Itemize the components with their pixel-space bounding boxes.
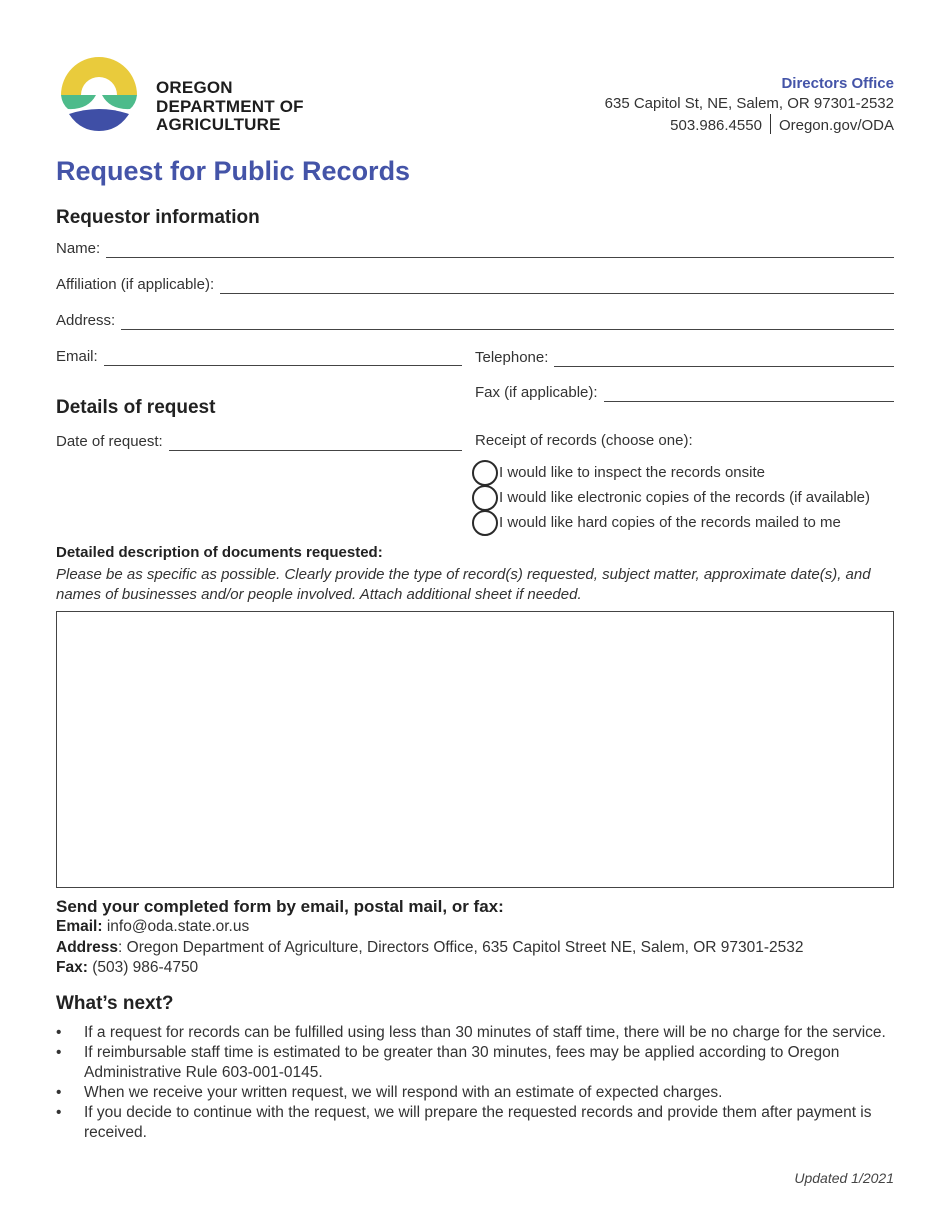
- affiliation-label: Affiliation (if applicable):: [56, 276, 215, 293]
- send-heading: Send your completed form by email, postal mail, or fax:: [56, 897, 504, 916]
- receipt-option-electronic-label: I would like electronic copies of the records (if available): [499, 489, 871, 506]
- office-website[interactable]: Oregon.gov/ODA: [778, 117, 894, 134]
- send-details: [56, 917, 804, 979]
- description-instructions: Please be as specific as possible. Clearly provide the type of record(s) requested, subject matter, approximate date(s), and names of businesses and/or people involved. Attach additional sheet if needed.: [56, 566, 871, 603]
- affiliation-field[interactable]: [220, 282, 894, 294]
- list-item: • When we receive your written request, we will respond with an estimate of expected charges.: [56, 1083, 896, 1103]
- org-name: [156, 79, 304, 135]
- send-fax-label: Fax:: [56, 959, 88, 976]
- page-title: Request for Public Records: [56, 156, 411, 186]
- radio-electronic[interactable]: [472, 485, 498, 511]
- date-row: [56, 433, 462, 451]
- list-item: • If a request for records can be fulfilled using less than 30 minutes of staff time, there will be no charge for the service.: [56, 1023, 896, 1043]
- send-address-value: : Oregon Department of Agriculture, Directors Office, 635 Capitol Street NE, Salem, OR 97301-2532: [118, 938, 804, 956]
- email-row: [56, 348, 462, 366]
- date-field[interactable]: [169, 439, 462, 451]
- email-field[interactable]: [104, 354, 462, 366]
- contact-divider: [770, 114, 771, 134]
- org-name-line2: DEPARTMENT OF: [156, 96, 304, 116]
- receipt-option-electronic[interactable]: [472, 485, 870, 510]
- receipt-label: Receipt of records (choose one):: [475, 432, 693, 449]
- radio-onsite[interactable]: [472, 460, 498, 486]
- office-name: Directors Office: [781, 75, 894, 92]
- send-email-label: Email:: [56, 918, 103, 935]
- receipt-option-hardcopy-label: I would like hard copies of the records mailed to me: [499, 514, 841, 531]
- description-heading: Detailed description of documents requested:: [56, 544, 383, 561]
- address-field[interactable]: [121, 318, 894, 330]
- next-list: [56, 1023, 896, 1143]
- receipt-option-onsite-label: I would like to inspect the records onsite: [499, 464, 765, 481]
- address-label: Address:: [56, 312, 116, 329]
- fax-field[interactable]: [604, 390, 894, 402]
- name-label: Name:: [56, 240, 101, 257]
- receipt-options: [472, 460, 870, 535]
- name-row: [56, 240, 894, 258]
- org-name-line1: OREGON: [156, 78, 233, 97]
- fax-label: Fax (if applicable):: [475, 384, 598, 401]
- office-address: 635 Capitol St, NE, Salem, OR 97301-2532: [604, 95, 894, 112]
- telephone-row: [475, 349, 894, 367]
- send-email-value[interactable]: info@oda.state.or.us: [106, 918, 250, 935]
- date-label: Date of request:: [56, 433, 163, 450]
- description-textarea[interactable]: [56, 611, 894, 888]
- receipt-option-hardcopy[interactable]: [472, 510, 870, 535]
- next-heading: What’s next?: [56, 993, 174, 1014]
- send-fax-value: (503) 986-4750: [92, 959, 199, 976]
- telephone-label: Telephone:: [475, 349, 549, 366]
- updated-date: Updated 1/2021: [794, 1170, 894, 1186]
- radio-hardcopy[interactable]: [472, 510, 498, 536]
- send-address-label: Address: [56, 938, 119, 956]
- address-row: [56, 312, 894, 330]
- oda-logo-icon: [58, 54, 140, 132]
- fax-row: [475, 384, 894, 402]
- list-item: • If reimbursable staff time is estimated to be greater than 30 minutes, fees may be applied according to Oregon Administrative Rule 603-001-0145.: [56, 1043, 896, 1083]
- receipt-option-onsite[interactable]: [472, 460, 870, 485]
- telephone-field[interactable]: [554, 355, 894, 367]
- requestor-heading: Requestor information: [56, 207, 260, 228]
- affiliation-row: [56, 276, 894, 294]
- details-heading: Details of request: [56, 397, 216, 418]
- list-item: • If you decide to continue with the request, we will prepare the requested records and provide them after payment is received.: [56, 1103, 896, 1143]
- name-field[interactable]: [106, 246, 894, 258]
- office-phone: 503.986.4550: [670, 117, 762, 134]
- email-label: Email:: [56, 348, 98, 365]
- org-name-line3: AGRICULTURE: [156, 115, 281, 134]
- contact-block: [605, 74, 894, 136]
